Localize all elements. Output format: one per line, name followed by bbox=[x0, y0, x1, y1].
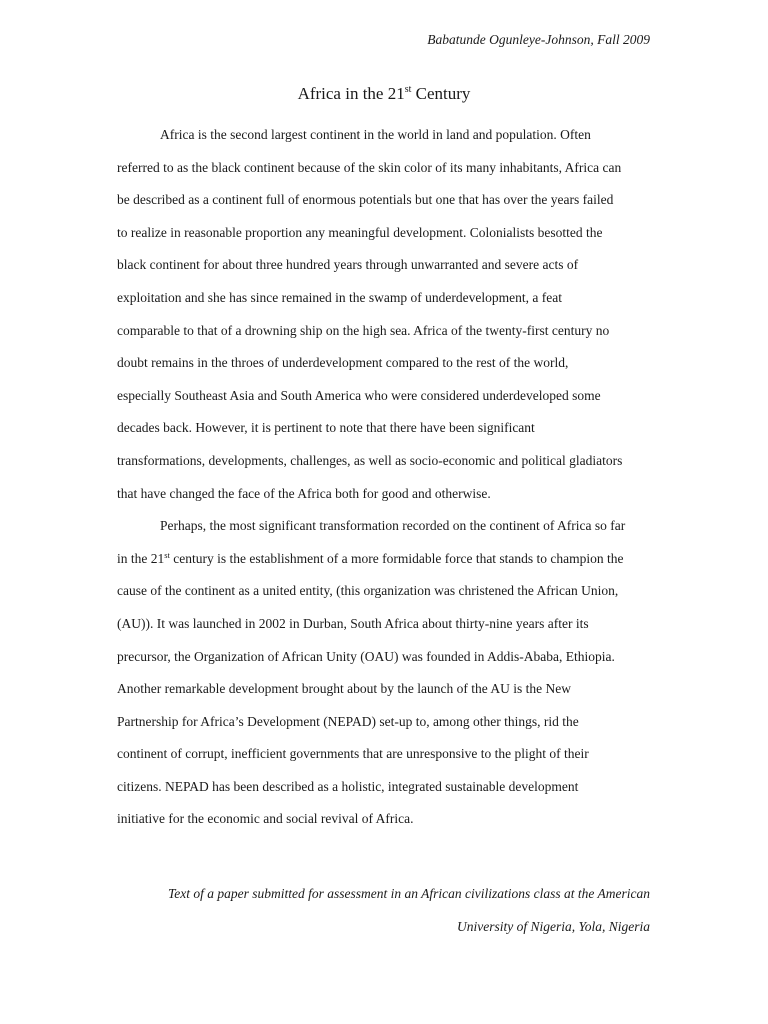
paragraph-line: (AU)). It was launched in 2002 in Durban, South Africa about thirty-nine years after its bbox=[117, 615, 589, 631]
paragraph-line: Perhaps, the most significant transformation recorded on the continent of Africa so far bbox=[160, 518, 626, 534]
footer-note-line-1: Text of a paper submitted for assessment in an African civilizations class at the American bbox=[168, 886, 650, 901]
paragraph-line: black continent for about three hundred years through unwarranted and severe acts of bbox=[117, 257, 579, 273]
page-title bbox=[0, 84, 768, 104]
paragraph-line bbox=[117, 551, 662, 584]
paragraph-line: Another remarkable development brought about by the launch of the AU is the New bbox=[117, 681, 571, 697]
paragraph-line: referred to as the black continent because of the skin color of its many inhabitants, Africa can bbox=[117, 159, 622, 175]
paragraph-1 bbox=[117, 127, 662, 518]
document-body bbox=[117, 127, 662, 844]
paragraph-2 bbox=[117, 518, 662, 844]
paragraph-line: comparable to that of a drowning ship on the high sea. Africa of the twenty-first century no bbox=[117, 322, 610, 338]
paragraph-line: continent of corrupt, inefficient governments that are unresponsive to the plight of their bbox=[117, 746, 589, 762]
paragraph-line: transformations, developments, challenges, as well as socio-economic and political gladiators bbox=[117, 452, 623, 468]
footer-note-line-2: University of Nigeria, Yola, Nigeria bbox=[456, 919, 650, 934]
title-superscript: st bbox=[404, 84, 412, 95]
line-text: century is the establishment of a more formidable force that stands to champion the bbox=[169, 550, 624, 566]
paragraph-line: doubt remains in the throes of underdevelopment compared to the rest of the world, bbox=[117, 355, 569, 371]
paragraph-line: exploitation and she has since remained in the swamp of underdevelopment, a feat bbox=[117, 289, 562, 305]
paragraph-line: initiative for the economic and social revival of Africa. bbox=[117, 811, 414, 827]
paragraph-line: to realize in reasonable proportion any meaningful development. Colonialists besotted the bbox=[117, 224, 603, 240]
paragraph-line: decades back. However, it is pertinent to note that there have been significant bbox=[117, 420, 535, 436]
paragraph-line: precursor, the Organization of African Unity (OAU) was founded in Addis-Ababa, Ethiopia. bbox=[117, 648, 615, 664]
line-superscript: st bbox=[164, 549, 170, 560]
paragraph-line: be described as a continent full of enormous potentials but one that has over the years failed bbox=[117, 192, 614, 208]
title-rest: Century bbox=[411, 84, 471, 103]
paragraph-line: that have changed the face of the Africa both for good and otherwise. bbox=[117, 485, 491, 501]
title-main: Africa in the 21 bbox=[297, 84, 405, 103]
paragraph-line: Partnership for Africa’s Development (NEPAD) set-up to, among other things, rid the bbox=[117, 713, 579, 729]
paragraph-line: especially Southeast Asia and South America who were considered underdeveloped some bbox=[117, 387, 601, 403]
paragraph-line: citizens. NEPAD has been described as a holistic, integrated sustainable development bbox=[117, 778, 579, 794]
paragraph-line: cause of the continent as a united entity, (this organization was christened the African Union, bbox=[117, 583, 619, 599]
author-header: Babatunde Ogunleye-Johnson, Fall 2009 bbox=[427, 32, 650, 47]
line-text: in the 21 bbox=[117, 550, 165, 566]
paragraph-line: Africa is the second largest continent in the world in land and population. Often bbox=[160, 127, 591, 142]
